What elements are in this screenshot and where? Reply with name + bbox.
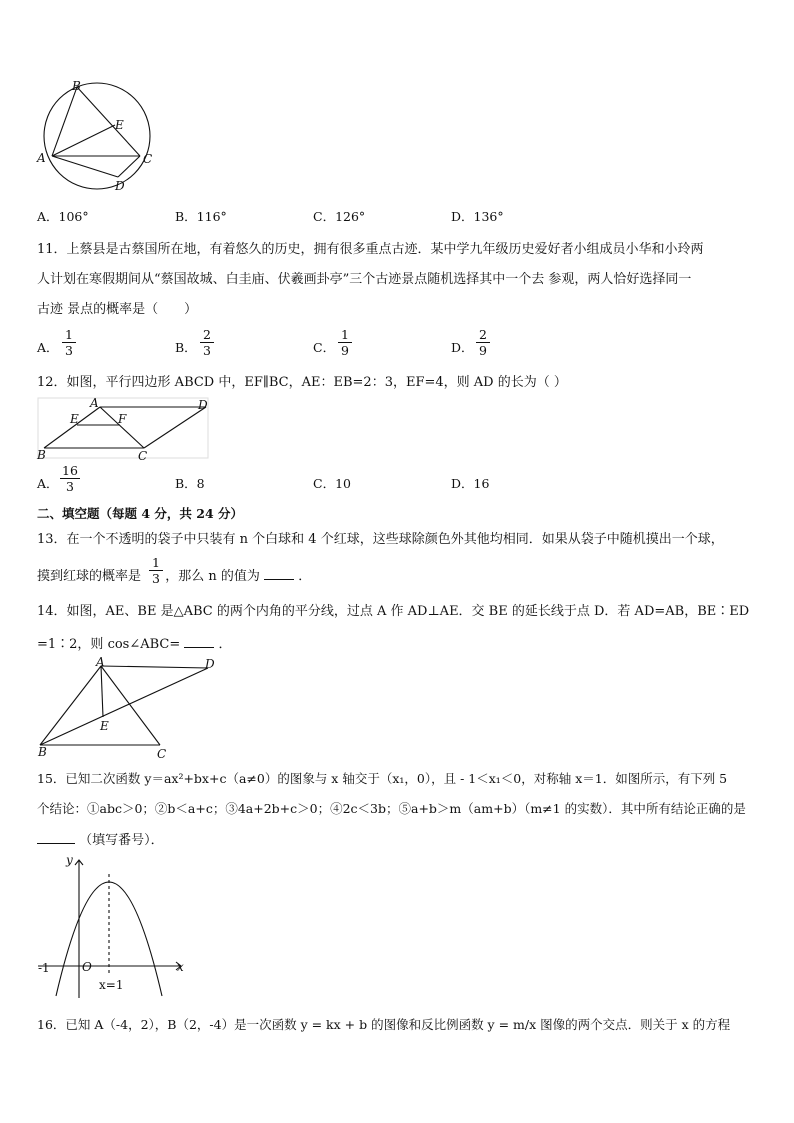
q14-line2: [37, 635, 232, 654]
q15-label-o: O: [82, 960, 92, 974]
q11-option-c-letter: C．: [313, 340, 336, 355]
q10-label-c: C: [143, 152, 153, 166]
q15-label-y: y: [66, 853, 73, 867]
q12-parallelogram-diagram: [38, 398, 213, 462]
q10-option-b: B．116°: [175, 209, 227, 224]
q15-label-x: x: [177, 960, 184, 974]
q11-option-a-frac: $\frac{1}{3}$: [62, 327, 76, 358]
q16-line1: 16．已知 A（-4，2），B（2，-4）是一次函数 y = kx + b 的图像和反比例函数 y = m/x 图像的两个交点．则关于 x 的方程: [37, 1017, 731, 1032]
q11-line2: 人计划在寒假期间从“蔡国故城、白圭庙、伏羲画卦亭”三个古迹景点随机选择其中一个去 参观，两人恰好选择同一: [37, 272, 692, 287]
q14-label-b: B: [38, 745, 47, 759]
q12-label-b: B: [37, 448, 46, 462]
q11-option-b-frac: $\frac{2}{3}$: [200, 327, 214, 358]
q12-option-c: C．10: [313, 476, 351, 491]
q14-line1: 14．如图，AE、BE 是△ABC 的两个内角的平分线，过点 A 作 AD⊥AE．交 BE 的延长线于点 D．若 AD=AB，BE∶ED: [37, 604, 750, 619]
q12-label-d: D: [198, 398, 208, 412]
q10-label-a: A: [37, 151, 46, 165]
q13-line2-end: ．: [298, 569, 312, 584]
q13-answer-blank[interactable]: [264, 567, 294, 580]
q14-label-d: D: [205, 657, 215, 671]
q10-label-d: D: [115, 179, 125, 193]
q13-line2-pre: 摸到红球的概率是: [37, 569, 142, 584]
q15-label-axis: x=1: [99, 978, 124, 992]
q10-circle-diagram: [30, 78, 160, 198]
q15-line3: [37, 831, 164, 850]
q11-option-b-letter: B．: [175, 340, 197, 355]
q14-answer-blank[interactable]: [184, 635, 214, 648]
q12-option-d: D．16: [451, 476, 490, 491]
q14-triangle-diagram: [40, 664, 220, 749]
q13-line2-post: ，那么 n 的值为: [165, 569, 260, 584]
q11-line1: 11．上蔡县是古蔡国所在地，有着悠久的历史，拥有很多重点古迹．某中学九年级历史爱好者小组成员小华和小玲两: [37, 242, 704, 257]
q12-label-e: E: [70, 412, 79, 426]
q10-option-c: C．126°: [313, 209, 366, 224]
q14-label-a: A: [96, 655, 105, 669]
q15-label-neg1: -1: [38, 961, 50, 975]
q13-line1: 13．在一个不透明的袋子中只装有 n 个白球和 4 个红球，这些球除颜色外其他均相同．如果从袋子中随机摸出一个球，: [37, 532, 724, 547]
q15-line2: 个结论：①abc＞0；②b＜a+c；③4a+2b+c＞0；④2c＜3b；⑤a+b＞m（am+b）（m≠1 的实数）．其中所有结论正确的是: [37, 801, 746, 816]
q12-label-a: A: [90, 396, 99, 410]
q12-option-b: B．8: [175, 476, 205, 491]
q14-label-e: E: [100, 719, 109, 733]
q15-line1: 15．已知二次函数 y＝ax²+bx+c（a≠0）的图象与 x 轴交于（x₁，0），且 - 1＜x₁＜0，对称轴 x＝1．如图所示，有下列 5: [37, 771, 728, 786]
q10-label-b: B: [72, 79, 81, 93]
q12-text: 12．如图，平行四边形 ABCD 中，EF∥BC，AE：EB=2：3，EF=4，则 AD 的长为（ ）: [37, 375, 567, 390]
q14-line2-end: ．: [218, 637, 232, 652]
q11-option-a-letter: A．: [37, 340, 59, 355]
q15-answer-blank[interactable]: [37, 831, 75, 844]
q14-label-c: C: [157, 747, 167, 761]
section2-title: 二、填空题（每题 4 分，共 24 分）: [37, 506, 244, 521]
q10-option-a: A．106°: [37, 209, 89, 224]
q11-option-d-letter: D．: [451, 340, 474, 355]
q12-option-a-letter: A．: [37, 476, 59, 491]
q10-label-e: E: [115, 118, 124, 132]
q12-label-c: C: [138, 449, 148, 463]
q12-option-a-frac: $\frac{16}{3}$: [60, 463, 80, 494]
q11-line3: 古迹 景点的概率是（ ）: [37, 302, 198, 317]
q13-frac: $\frac{1}{3}$: [149, 555, 163, 586]
q13-line2: [37, 567, 311, 586]
q11-option-c-frac: $\frac{1}{9}$: [338, 327, 352, 358]
q15-line3-end: （填写番号）．: [79, 833, 164, 848]
q10-option-d: D．136°: [451, 209, 504, 224]
circle: [44, 83, 153, 189]
q11-option-d-frac: $\frac{2}{9}$: [476, 327, 490, 358]
q12-label-f: F: [118, 412, 127, 426]
q14-line2-pre: =1∶2，则 cos∠ABC=: [37, 637, 181, 652]
